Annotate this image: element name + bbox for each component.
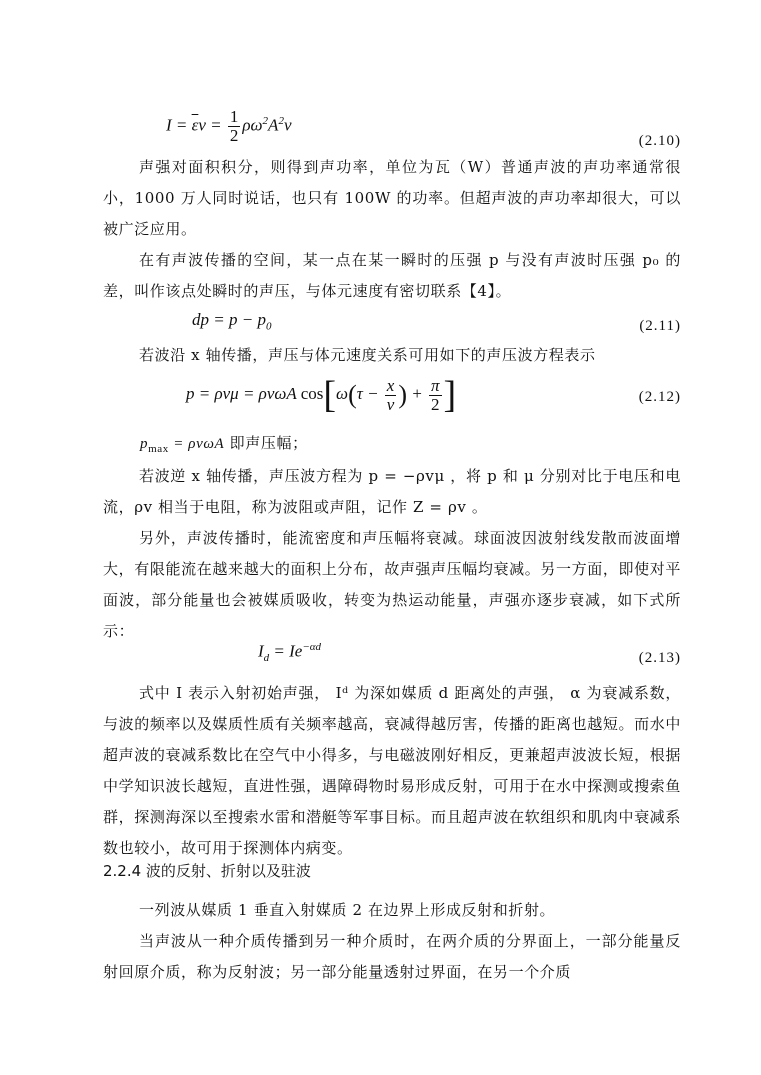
section-heading: 2.2.4 波的反射、折射以及驻波 — [103, 862, 311, 880]
paragraph: 若波沿 x 轴传播，声压与体元速度关系可用如下的声压波方程表示 — [139, 346, 596, 364]
equation-number: (2.12) — [638, 389, 681, 405]
pmax-formula: $p_{max} = \rho v\omega A$ — [140, 436, 225, 455]
paragraph: 若波逆 x 轴传播，声压波方程为 p = −ρvμ ，将 p 和 μ 分别对比于电压和电流，ρv 相当于电阻，称为波阻或声阻，记作 Z = ρv 。 — [103, 467, 681, 516]
paragraph: 式中 I 表示入射初始声强， Iᵈ 为深如媒质 d 距离处的声强， α 为衰减系数，与波的频率以及媒质性质有关频率越高，衰减得越厉害，传播的距离也越短。而水中超声波的衰减系数比在空气中小得多，与电磁波刚好相反，更兼超声波波长短，根据中学知识波长越短，直进性强，遇障碍物时易形成反射，可用于在水中探测或搜索鱼群，探测海深以至搜索水雷和潜艇等军事目标。而且超声波在软组织和肌肉中衰减系数也较小，故可用于探测体内病变。 — [103, 684, 681, 857]
equation-number: (2.10) — [638, 133, 681, 149]
paragraph: 当声波从一种介质传播到另一种介质时，在两介质的分界面上，一部分能量反射回原介质，称为反射波；另一部分能量透射过界面，在另一个介质 — [103, 932, 681, 981]
pmax-label: 即声压幅； — [229, 434, 308, 452]
equation-2-12: p = ρvμ = ρvωA cos[ω(τ − $\frac{x}{v}$ ) + $\frac{\pi}{2}$ ] — [186, 374, 457, 416]
paragraph: 声强对面积积分，则得到声功率，单位为瓦（W）普通声波的声功率通常很小，1000 万人同时说话，也只有 100W 的功率。但超声波的声功率却很大，可以被广泛应用。 — [103, 158, 681, 238]
paragraph: 在有声波传播的空间，某一点在某一瞬时的压强 p 与没有声波时压强 p₀ 的差，叫作该点处瞬时的声压，与体元速度有密切联系【4】。 — [103, 251, 681, 300]
equation-2-10: $I = \overline{\varepsilon}v$ = $\frac{1}{2}$ $\rho\omega^2A^2v$ — [166, 107, 292, 145]
paragraph-pmax — [140, 428, 680, 465]
equation-number: (2.13) — [638, 650, 681, 666]
paragraph: 另外，声波传播时，能流密度和声压幅将衰减。球面波因波射线发散而波面增大，有限能流在越来越大的面积上分布，故声强声压幅均衰减。另一方面，即使对平面波，部分能量也会被媒质吸收，转变为热运动能量，声强亦逐步衰减，如下式所示： — [103, 529, 681, 640]
paragraph: 一列波从媒质 1 垂直入射媒质 2 在边界上形成反射和折射。 — [139, 901, 556, 919]
equation-2-11: dp = $p - p_0$ — [192, 310, 272, 333]
equation-number: (2.11) — [639, 318, 681, 334]
equation-2-13: $I_d = Ie^{-\alpha d}$ — [258, 641, 322, 665]
